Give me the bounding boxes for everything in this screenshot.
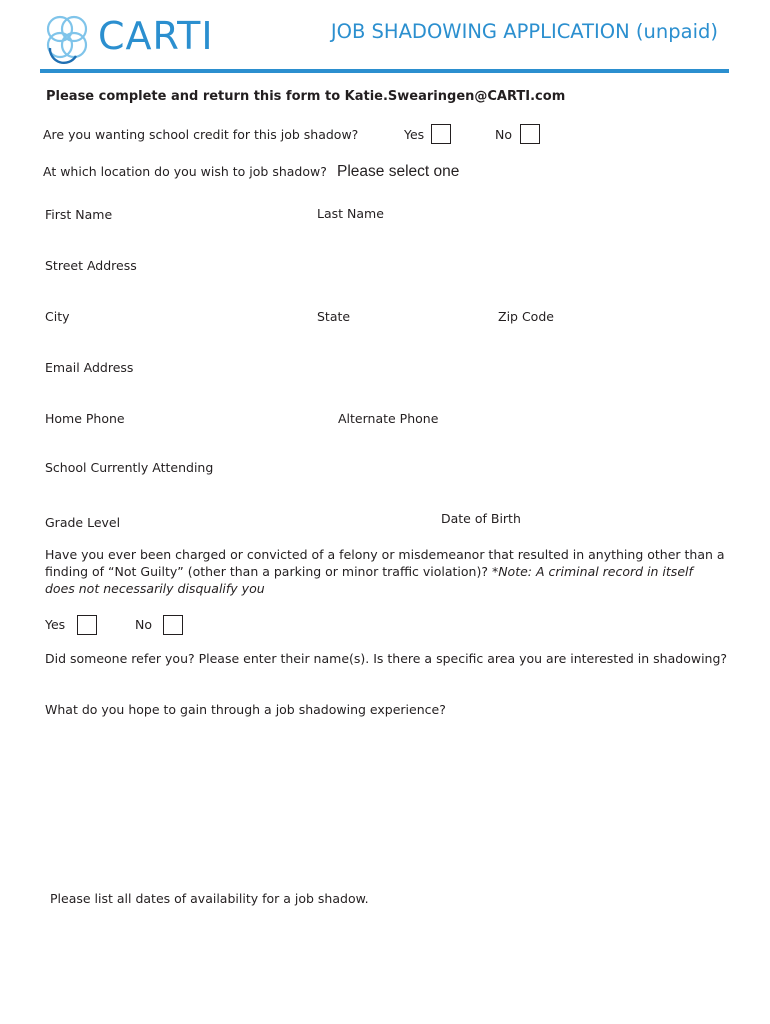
last-name-label: Last Name bbox=[317, 206, 384, 221]
instructions: Please complete and return this form to Katie.Swearingen@CARTI.com bbox=[46, 89, 566, 104]
street-address-label: Street Address bbox=[45, 258, 137, 273]
school-credit-no-label: No bbox=[495, 127, 512, 142]
felony-no-checkbox[interactable] bbox=[163, 615, 183, 635]
felony-question bbox=[45, 546, 725, 597]
grade-level-label: Grade Level bbox=[45, 515, 121, 530]
felony-yes-label: Yes bbox=[45, 617, 66, 632]
home-phone-label: Home Phone bbox=[45, 411, 125, 426]
location-select[interactable]: Please select one bbox=[337, 163, 460, 180]
felony-question-text: Have you ever been charged or convicted of a felony or misdemeanor that resulted in anything other than a finding of “Not Guilty” (other than a parking or minor traffic violation)? bbox=[45, 547, 725, 579]
school-credit-no-checkbox[interactable] bbox=[520, 124, 540, 144]
availability-question: Please list all dates of availability for a job shadow. bbox=[50, 891, 369, 906]
felony-yes-checkbox[interactable] bbox=[77, 615, 97, 635]
city-label: City bbox=[45, 309, 70, 324]
zip-code-label: Zip Code bbox=[498, 309, 554, 324]
school-credit-yes-checkbox[interactable] bbox=[431, 124, 451, 144]
date-of-birth-label: Date of Birth bbox=[441, 511, 521, 526]
page-title: JOB SHADOWING APPLICATION (unpaid) bbox=[330, 20, 718, 43]
email-address-label: Email Address bbox=[45, 360, 134, 375]
school-credit-question: Are you wanting school credit for this job shadow? bbox=[43, 127, 359, 142]
gain-question: What do you hope to gain through a job shadowing experience? bbox=[45, 702, 446, 717]
header-divider bbox=[40, 69, 729, 73]
referral-question: Did someone refer you? Please enter their name(s). Is there a specific area you are interested in shadowing? bbox=[45, 651, 728, 666]
school-attending-label: School Currently Attending bbox=[45, 460, 214, 475]
felony-no-label: No bbox=[135, 617, 152, 632]
logo-wordmark: CARTI bbox=[98, 14, 214, 58]
location-question: At which location do you wish to job shadow? bbox=[43, 164, 327, 179]
felony-note: *Note: A criminal record in itself does not necessarily disqualify you bbox=[45, 564, 693, 596]
carti-logo-icon bbox=[40, 12, 94, 66]
state-label: State bbox=[317, 309, 351, 324]
first-name-label: First Name bbox=[45, 207, 113, 222]
alternate-phone-label: Alternate Phone bbox=[338, 411, 439, 426]
school-credit-yes-label: Yes bbox=[404, 127, 425, 142]
